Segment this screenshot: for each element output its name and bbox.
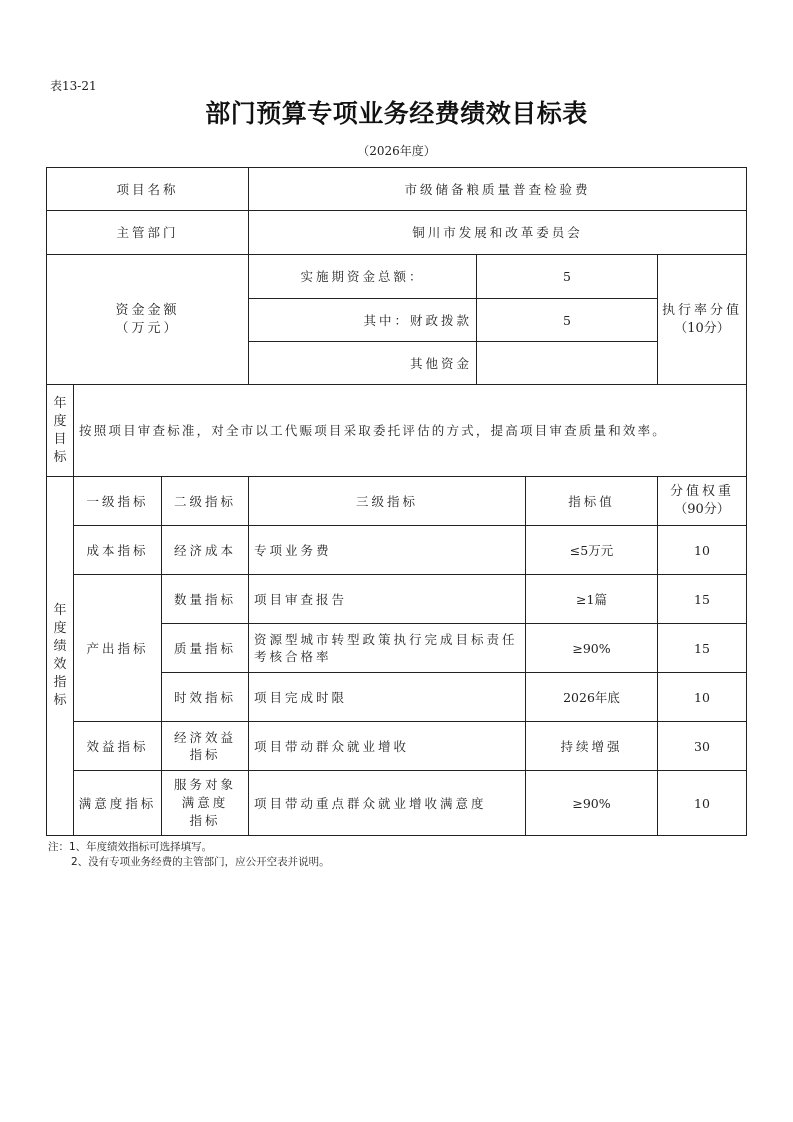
- indicator-value: 2026年底: [525, 672, 658, 722]
- indicators-side-char: 效: [53, 657, 67, 672]
- indicators-side-label: [46, 476, 74, 836]
- year-label: （2026年度）: [357, 144, 436, 158]
- level1-output: 产出指标: [73, 574, 162, 722]
- indicator-weight: 10: [657, 770, 747, 836]
- level2-line: 指标: [189, 747, 221, 762]
- header-level3: 三级指标: [248, 476, 526, 526]
- annual-goal-char: 目: [53, 431, 67, 447]
- notes: [48, 840, 330, 870]
- level2-cell: [161, 721, 249, 771]
- level2-line: 满意度: [181, 795, 229, 810]
- indicator-weight: 15: [657, 574, 747, 624]
- annual-goal-label: [46, 384, 74, 477]
- level2-line: 经济效益: [173, 730, 236, 745]
- indicator-weight: 10: [657, 672, 747, 722]
- note-line-1: 注：1、年度绩效指标可选择填写。: [48, 841, 213, 853]
- level1-cost: 成本指标: [73, 525, 162, 575]
- indicator-weight: 15: [657, 623, 747, 673]
- level1-satisfaction: 满意度指标: [73, 770, 162, 836]
- note-line-2: 2、没有专项业务经费的主管部门，应公开空表并说明。: [71, 856, 330, 868]
- header-weight: [657, 476, 747, 526]
- exec-rate-label: [657, 254, 747, 385]
- other-funds-label: 其他资金: [248, 341, 477, 385]
- indicators-side-char: 标: [53, 693, 67, 708]
- level2-cell: 时效指标: [161, 672, 249, 722]
- level3-cell: 资源型城市转型政策执行完成目标责任考核合格率: [248, 623, 526, 673]
- indicator-weight: 30: [657, 721, 747, 771]
- department-value: 铜川市发展和改革委员会: [248, 210, 747, 255]
- exec-rate-line1: 执行率分值: [661, 302, 742, 318]
- level2-cell: 质量指标: [161, 623, 249, 673]
- indicator-value: ≥90%: [525, 770, 658, 836]
- level2-cell: 经济成本: [161, 525, 249, 575]
- indicator-value: ≥1篇: [525, 574, 658, 624]
- project-name-label: 项目名称: [46, 167, 249, 211]
- indicator-value: 持续增强: [525, 721, 658, 771]
- funds-label-line2: （万元）: [115, 320, 180, 336]
- indicators-side-char: 绩: [53, 639, 67, 654]
- header-level2: 二级指标: [161, 476, 249, 526]
- level3-cell: 项目带动重点群众就业增收满意度: [248, 770, 526, 836]
- exec-rate-line2: （10分）: [674, 320, 730, 336]
- level2-line: 指标: [189, 813, 221, 828]
- total-funds-value: 5: [476, 254, 658, 299]
- annual-goal-char: 度: [53, 413, 67, 429]
- level3-cell: 项目带动群众就业增收: [248, 721, 526, 771]
- header-weight-line2: （90分）: [674, 502, 730, 517]
- annual-goal-char: 年: [53, 395, 67, 411]
- indicators-side-char: 指: [53, 675, 67, 690]
- level2-line: 服务对象: [173, 777, 236, 792]
- project-name-value: 市级储备粮质量普查检验费: [248, 167, 747, 211]
- table-number: 表13-21: [50, 79, 97, 93]
- level1-benefit: 效益指标: [73, 721, 162, 771]
- header-level1: 一级指标: [73, 476, 162, 526]
- indicators-side-char: 年: [53, 603, 67, 618]
- level3-cell: 项目完成时限: [248, 672, 526, 722]
- level2-cell: [161, 770, 249, 836]
- level2-cell: 数量指标: [161, 574, 249, 624]
- fiscal-funds-label: 其中：财政拨款: [248, 298, 477, 342]
- annual-goal-char: 标: [53, 449, 67, 465]
- page-title: 部门预算专项业务经费绩效目标表: [205, 99, 588, 128]
- indicator-value: ≥90%: [525, 623, 658, 673]
- other-funds-value: [476, 341, 658, 385]
- fiscal-funds-value: 5: [476, 298, 658, 342]
- department-label: 主管部门: [46, 210, 249, 255]
- header-value: 指标值: [525, 476, 658, 526]
- total-funds-label: 实施期资金总额：: [248, 254, 477, 299]
- indicators-side-char: 度: [53, 621, 67, 636]
- annual-goal-text: 按照项目审查标准，对全市以工代赈项目采取委托评估的方式，提高项目审查质量和效率。: [73, 384, 747, 477]
- funds-label: [46, 254, 249, 385]
- indicator-weight: 10: [657, 525, 747, 575]
- funds-label-line1: 资金金额: [115, 302, 180, 318]
- level3-cell: 专项业务费: [248, 525, 526, 575]
- header-weight-line1: 分值权重: [669, 484, 734, 499]
- indicator-value: ≤5万元: [525, 525, 658, 575]
- level3-cell: 项目审查报告: [248, 574, 526, 624]
